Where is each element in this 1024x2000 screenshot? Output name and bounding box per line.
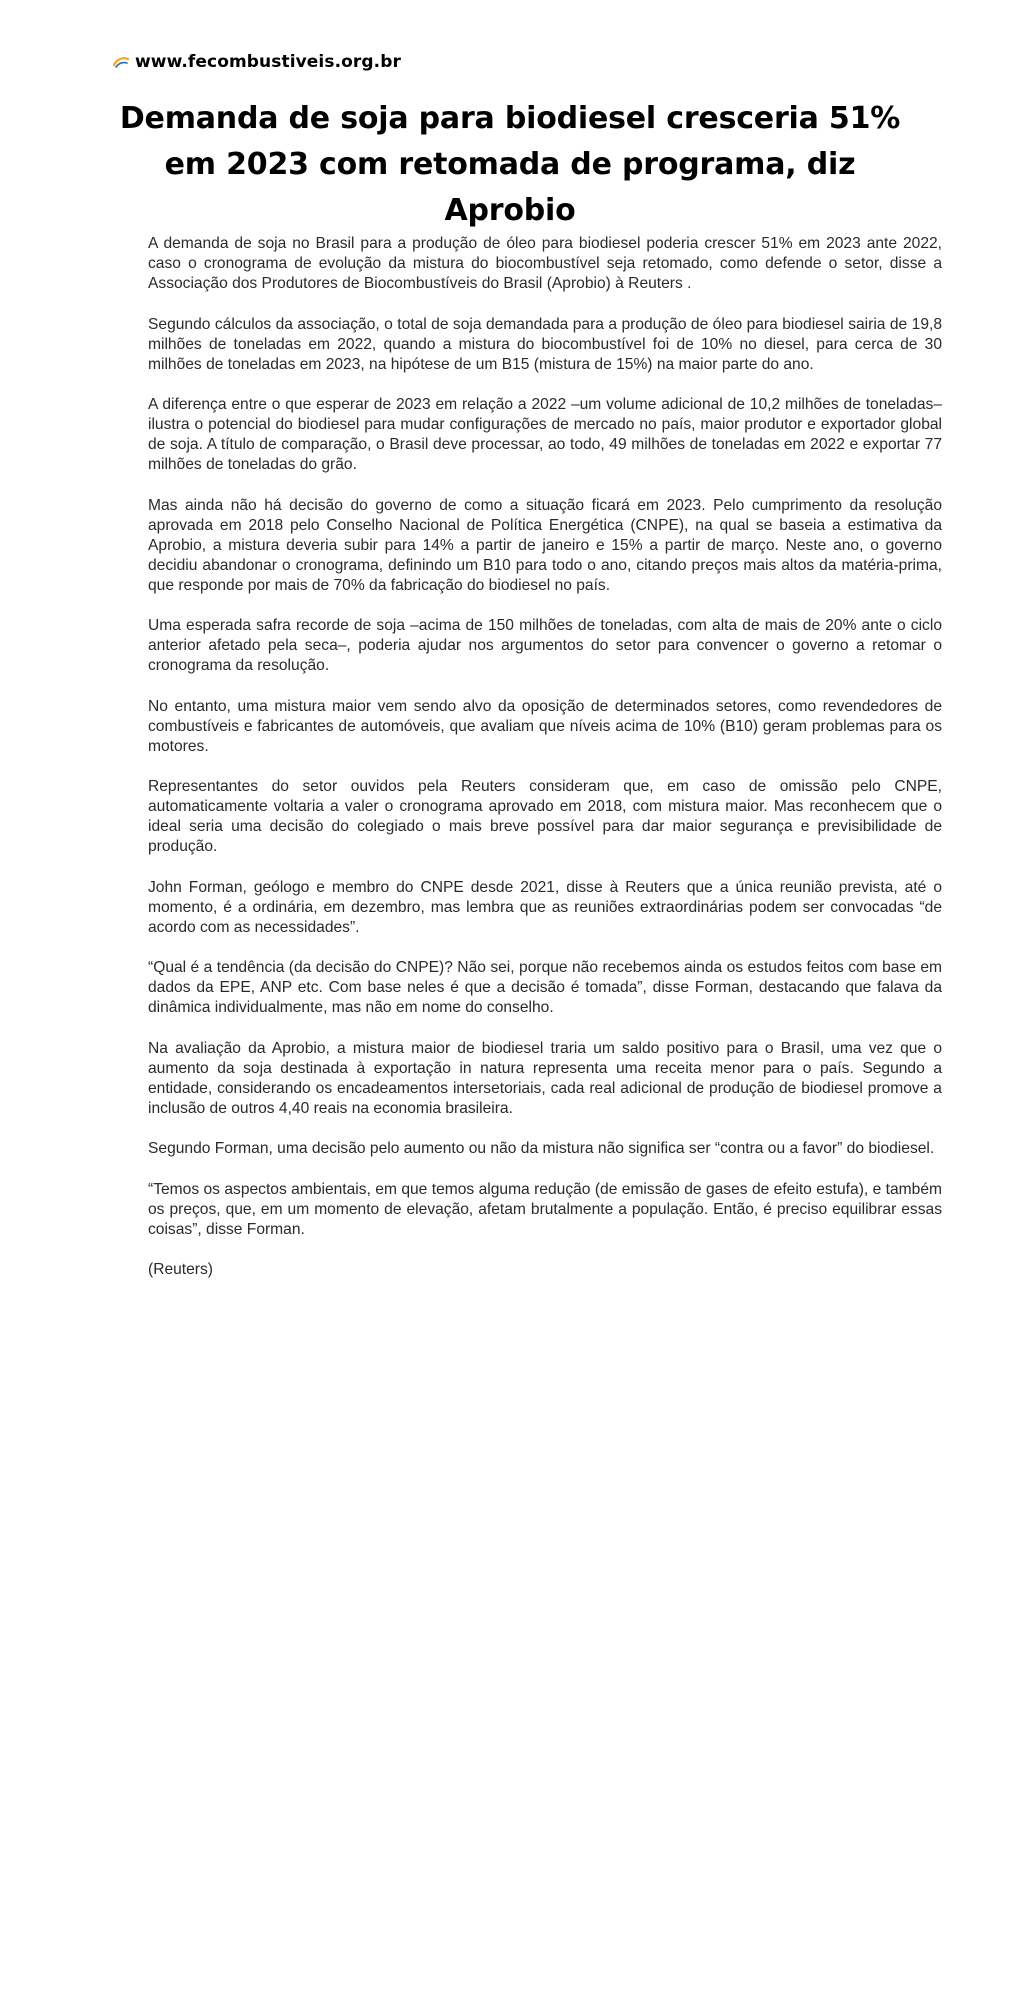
article-paragraph: John Forman, geólogo e membro do CNPE desde 2021, disse à Reuters que a única reunião prevista, até o momento, é a ordinária, em dezembro, mas lembra que as reuniões extraordinárias podem ser convocadas “de acordo com as necessidades”. [148,878,942,936]
article-paragraph: Mas ainda não há decisão do governo de como a situação ficará em 2023. Pelo cumprimento da resolução aprovada em 2018 pelo Conselho Nacional de Política Energética (CNPE), na qual se baseia a estimativa da Aprobio, a mistura deveria subir para 14% a partir de janeiro e 15% a partir de março. Neste ano, o governo decidiu abandonar o cronograma, definindo um B10 para todo o ano, citando preços mais altos da matéria-prima, que responde por mais de 70% da fabricação do biodiesel no país. [148,496,942,594]
article-paragraph: Segundo Forman, uma decisão pelo aumento ou não da mistura não significa ser “contra ou a favor” do biodiesel. [148,1140,935,1157]
article-paragraph: “Temos os aspectos ambientais, em que temos alguma redução (de emissão de gases de efeito estufa), e também os preços, que, em um momento de elevação, afetam brutalmente a população. Então, é preciso equilibrar essas coisas”, disse Forman. [148,1180,942,1238]
fecombustiveis-swoosh-icon [113,56,129,68]
article-body [148,234,942,1301]
article-paragraph: Segundo cálculos da associação, o total de soja demandada para a produção de óleo para biodiesel sairia de 19,8 milhões de toneladas em 2022, quando a mistura do biocombustível foi de 10% no diesel, para cerca de 30 milhões de toneladas em 2023, na hipótese de um B15 (mistura de 15%) na maior parte do ano. [148,315,942,373]
article-title: Demanda de soja para biodiesel cresceria 51% em 2023 com retomada de programa, diz Aprobio [119,101,901,228]
article-paragraph: A diferença entre o que esperar de 2023 em relação a 2022 –um volume adicional de 10,2 milhões de toneladas– ilustra o potencial do biodiesel para mudar configurações de mercado no país, maior produtor e exportador global de soja. A título de comparação, o Brasil deve processar, ao todo, 49 milhões de toneladas em 2022 e exportar 77 milhões de toneladas do grão. [148,396,942,473]
site-header [113,52,401,72]
article-paragraph: Uma esperada safra recorde de soja –acima de 150 milhões de toneladas, com alta de mais de 20% ante o ciclo anterior afetado pela seca–, poderia ajudar nos argumentos do setor para convencer o governo a retomar o cronograma da resolução. [148,617,942,674]
article-paragraph: A demanda de soja no Brasil para a produção de óleo para biodiesel poderia crescer 51% em 2023 ante 2022, caso o cronograma de evolução da mistura do biocombustível seja retomado, como defende o setor, disse a Associação dos Produtores de Biocombustíveis do Brasil (Aprobio) à Reuters . [148,235,942,292]
article-source: (Reuters) [148,1261,213,1278]
article-paragraph: Na avaliação da Aprobio, a mistura maior de biodiesel traria um saldo positivo para o Brasil, uma vez que o aumento da soja destinada à exportação in natura representa uma receita menor para o país. Segundo a entidade, considerando os encadeamentos intersetoriais, cada real adicional de produção de biodiesel promove a inclusão de outros 4,40 reais na economia brasileira. [148,1039,942,1117]
site-url[interactable]: www.fecombustiveis.org.br [135,52,401,72]
article-paragraph: No entanto, uma mistura maior vem sendo alvo da oposição de determinados setores, como revendedores de combustíveis e fabricantes de automóveis, que avaliam que níveis acima de 10% (B10) geram problemas para os motores. [148,697,942,755]
article-paragraph: Representantes do setor ouvidos pela Reuters consideram que, em caso de omissão pelo CNPE, automaticamente voltaria a valer o cronograma aprovado em 2018, com mistura maior. Mas reconhecem que o ideal seria uma decisão do colegiado o mais breve possível para dar maior segurança e previsibilidade de produção. [148,778,942,855]
article-paragraph: “Qual é a tendência (da decisão do CNPE)? Não sei, porque não recebemos ainda os estudos feitos com base em dados da EPE, ANP etc. Com base neles é que a decisão é tomada”, disse Forman, destacando que falava da dinâmica individualmente, mas não em nome do conselho. [148,959,942,1016]
